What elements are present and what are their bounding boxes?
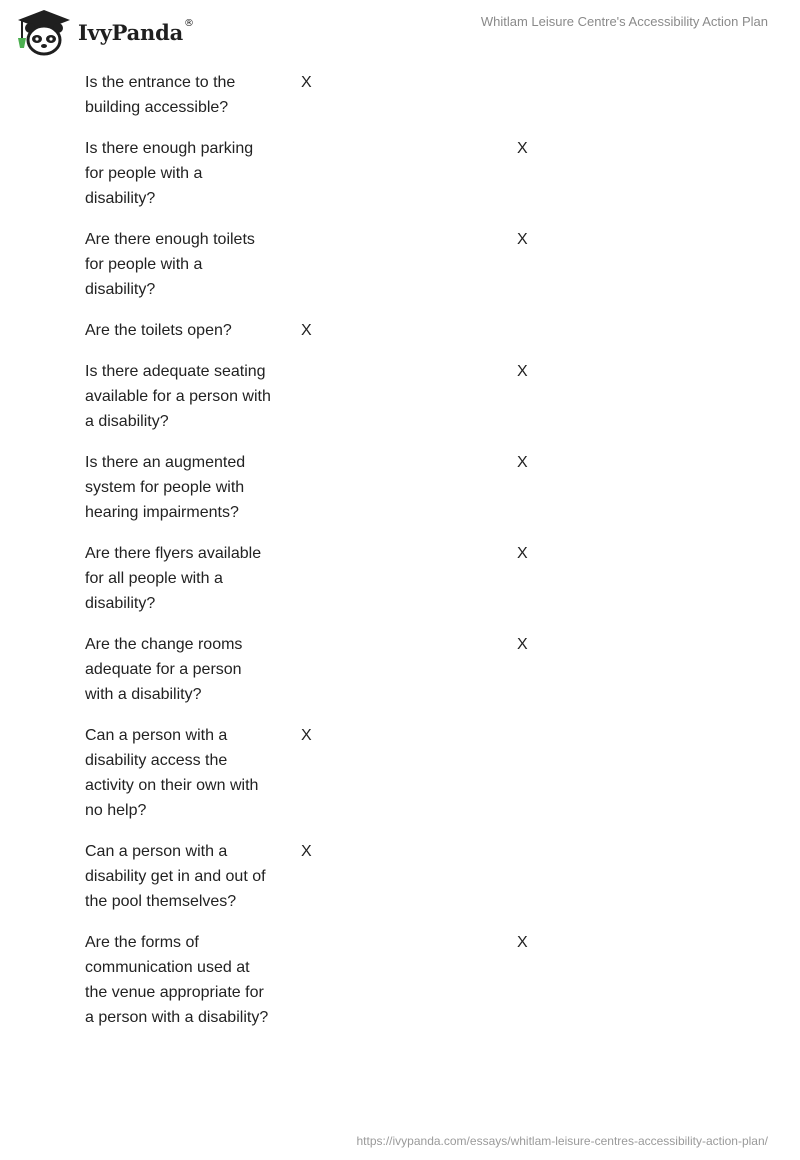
checklist-question: Can a person with a disability get in and out of the pool themselves? xyxy=(85,843,266,910)
no-mark: X xyxy=(517,140,528,157)
checklist-question: Can a person with a disability access the activity on their own with no help? xyxy=(85,727,259,819)
checklist-question: Are the change rooms adequate for a person with a disability? xyxy=(85,636,243,703)
checklist-row xyxy=(85,450,725,525)
checklist-row xyxy=(85,227,725,302)
yes-mark: X xyxy=(301,322,312,339)
checklist-row xyxy=(85,70,725,120)
source-url[interactable]: https://ivypanda.com/essays/whitlam-leisure-centres-accessibility-action-plan/ xyxy=(356,1134,768,1148)
checklist-question: Are the toilets open? xyxy=(85,322,232,339)
checklist-question: Is the entrance to the building accessible? xyxy=(85,74,236,116)
checklist-row xyxy=(85,136,725,211)
checklist-question: Are there enough toilets for people with a disability? xyxy=(85,231,255,298)
checklist-row xyxy=(85,723,725,823)
ivypanda-logo[interactable] xyxy=(16,8,194,56)
checklist-question: Is there adequate seating available for a person with a disability? xyxy=(85,363,271,430)
no-mark: X xyxy=(517,636,528,653)
checklist-row xyxy=(85,839,725,914)
checklist-row xyxy=(85,318,725,343)
document-title: Whitlam Leisure Centre's Accessibility Action Plan xyxy=(480,14,768,29)
no-mark: X xyxy=(517,454,528,471)
no-mark: X xyxy=(517,934,528,951)
checklist-row xyxy=(85,930,725,1030)
checklist-question: Is there enough parking for people with a disability? xyxy=(85,140,254,207)
yes-mark: X xyxy=(301,727,312,744)
checklist-question: Are there flyers available for all people with a disability? xyxy=(85,545,262,612)
no-mark: X xyxy=(517,545,528,562)
panda-graduation-cap-icon xyxy=(16,8,72,56)
checklist-row xyxy=(85,541,725,616)
no-mark: X xyxy=(517,363,528,380)
no-mark: X xyxy=(517,231,528,248)
brand-name: IvyPanda xyxy=(78,19,184,45)
checklist-row xyxy=(85,359,725,434)
yes-mark: X xyxy=(301,74,312,91)
checklist-question: Is there an augmented system for people with hearing impairments? xyxy=(85,454,246,521)
checklist-question: Are the forms of communication used at the venue appropriate for a person with a disability? xyxy=(85,934,269,1026)
yes-mark: X xyxy=(301,843,312,860)
checklist-row xyxy=(85,632,725,707)
registered-mark: ® xyxy=(184,17,195,29)
accessibility-checklist xyxy=(85,70,725,1046)
page-header xyxy=(0,0,800,64)
